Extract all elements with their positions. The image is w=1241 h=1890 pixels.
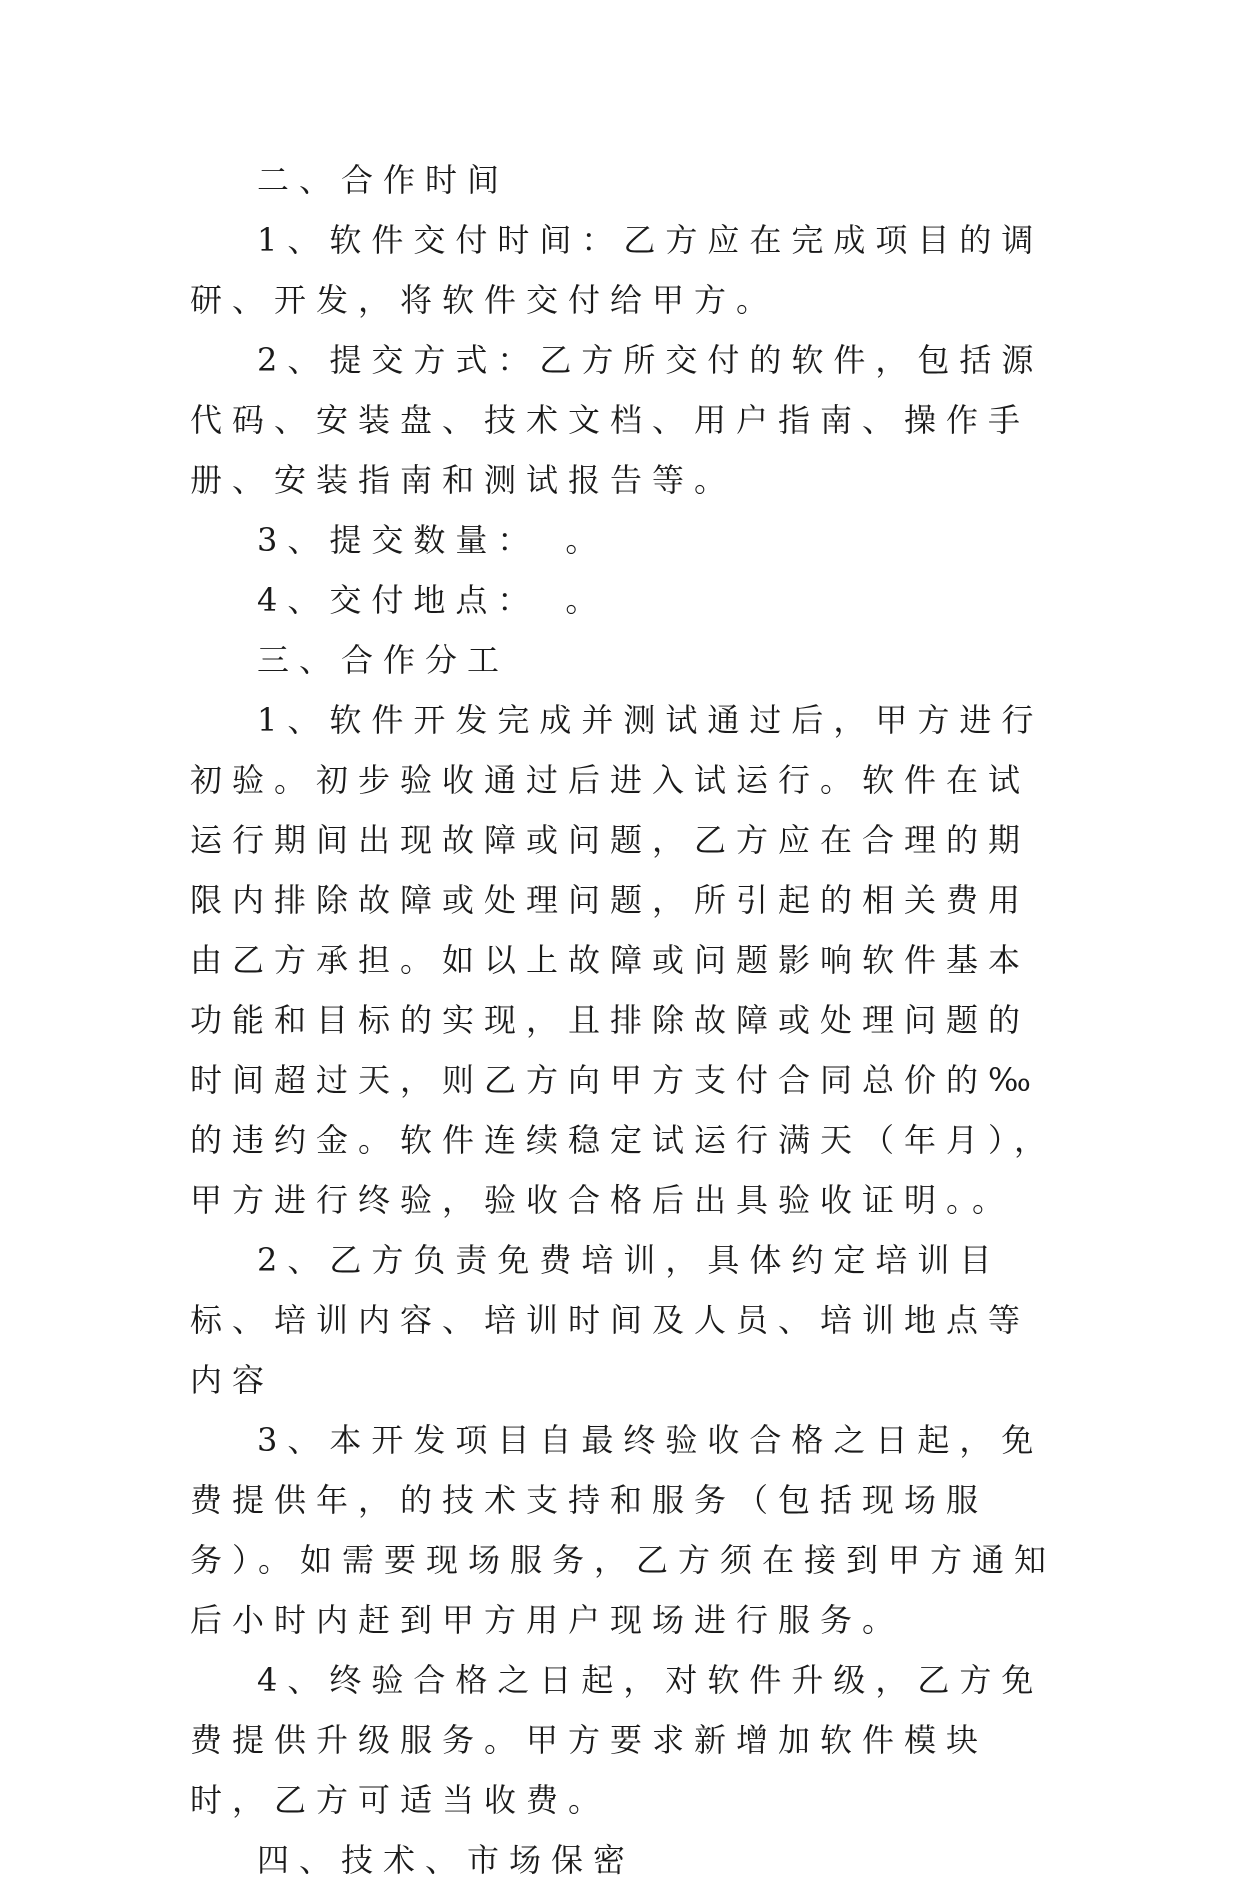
clause-training: 2、乙方负责免费培训，具体约定培训目标、培训内容、培训时间及人员、培训地点等内容 <box>190 1241 1031 1399</box>
clause-technical-support: 3、本开发项目自最终验收合格之日起，免费提供年，的技术支持和服务（包括现场服务）。如需要现场服务，乙方须在接到甲方通知后小时内赶到甲方用户现场进行服务。 <box>190 1421 1057 1639</box>
section-heading-confidentiality: 四、技术、市场保密 <box>257 1841 636 1879</box>
clause-delivery-time: 1、软件交付时间：乙方应在完成项目的调研、开发，将软件交付给甲方。 <box>190 221 1044 319</box>
clause-software-upgrade: 4、终验合格之日起，对软件升级，乙方免费提供升级服务。甲方要求新增加软件模块时，乙方可适当收费。 <box>190 1661 1044 1819</box>
document-body <box>190 150 1070 1890</box>
section-heading-division-of-work: 三、合作分工 <box>257 641 510 679</box>
clause-acceptance-testing: 1、软件开发完成并测试通过后，甲方进行初验。初步验收通过后进入试运行。软件在试运行期间出现故障或问题，乙方应在合理的期限内排除故障或处理问题，所引起的相关费用由乙方承担。如以上故障或问题影响软件基本功能和目标的实现，且排除故障或处理问题的时间超过天，则乙方向甲方支付合同总价的‰的违约金。软件连续稳定试运行满天（年月），甲方进行终验，验收合格后出具验收证明。。 <box>190 701 1057 1219</box>
clause-submission-quantity: 3、提交数量： 。 <box>257 521 608 559</box>
clause-delivery-location: 4、交付地点： 。 <box>257 581 608 619</box>
clause-submission-method: 2、提交方式：乙方所交付的软件，包括源代码、安装盘、技术文档、用户指南、操作手册、安装指南和测试报告等。 <box>190 341 1044 499</box>
section-heading-cooperation-time: 二、合作时间 <box>257 161 510 199</box>
